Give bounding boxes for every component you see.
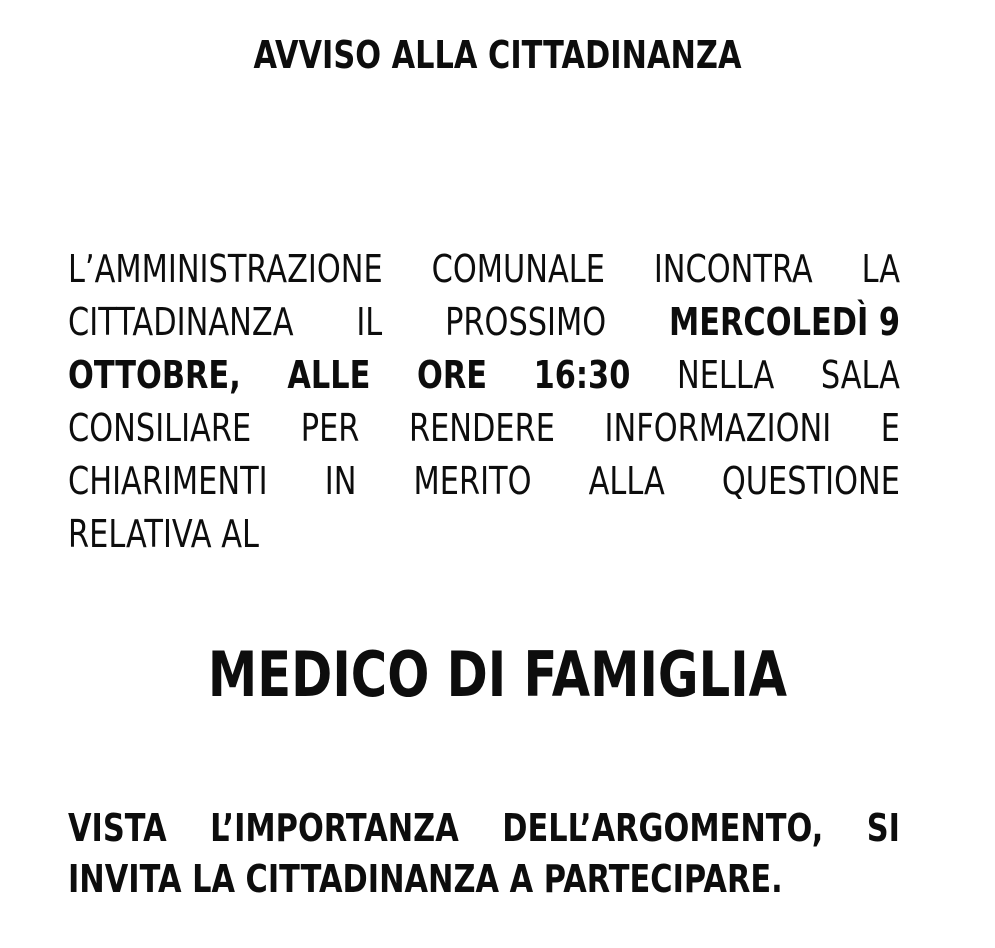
closing-word: DELL’ARGOMENTO, [502,806,824,850]
body-word: CITTADINANZA [68,300,294,344]
body-word: RELATIVA AL [68,512,259,556]
meeting-day-text: MERCOLEDÌ 9 [669,300,900,344]
closing-word: L’IMPORTANZA [210,806,459,850]
body-word: INCONTRA [653,247,813,291]
body-word: COMUNALE [431,247,605,291]
closing-line-2 [68,854,900,905]
notice-headline: MEDICO DI FAMIGLIA [207,638,788,711]
body-word: CHIARIMENTI [68,459,268,503]
body-word: LA [861,247,900,291]
body-word: PROSSIMO [445,300,607,344]
closing-word: VISTA [68,806,167,850]
body-line-1 [68,243,900,296]
body-word: ALLA [588,459,665,503]
notice-title: AVVISO ALLA CITTADINANZA [253,33,742,77]
closing-word: INVITA LA CITTADINANZA A PARTECIPARE. [68,857,783,901]
meeting-time-text: 16:30 [533,353,631,397]
body-word: PER [300,406,360,450]
body-word: IN [324,459,357,503]
body-word: RENDERE [408,406,555,450]
notice-closing [68,803,900,905]
body-line-6 [68,508,900,561]
body-word: MERITO [413,459,532,503]
body-word: SALA [820,353,900,397]
body-line-2 [68,296,900,349]
meeting-month-text: OTTOBRE, [68,353,241,397]
body-word: E [880,406,900,450]
meeting-time-word: ALLE [287,353,371,397]
closing-line-1 [68,803,900,854]
notice-body [68,243,900,561]
body-line-5 [68,455,900,508]
body-word: QUESTIONE [721,459,900,503]
closing-word: SI [866,806,900,850]
body-word: INFORMAZIONI [604,406,832,450]
body-word: L’AMMINISTRAZIONE [68,247,383,291]
body-line-3 [68,349,900,402]
body-word: IL [356,300,383,344]
body-line-4 [68,402,900,455]
body-word: CONSILIARE [68,406,252,450]
meeting-time-word: ORE [416,353,487,397]
body-word: NELLA [676,353,775,397]
